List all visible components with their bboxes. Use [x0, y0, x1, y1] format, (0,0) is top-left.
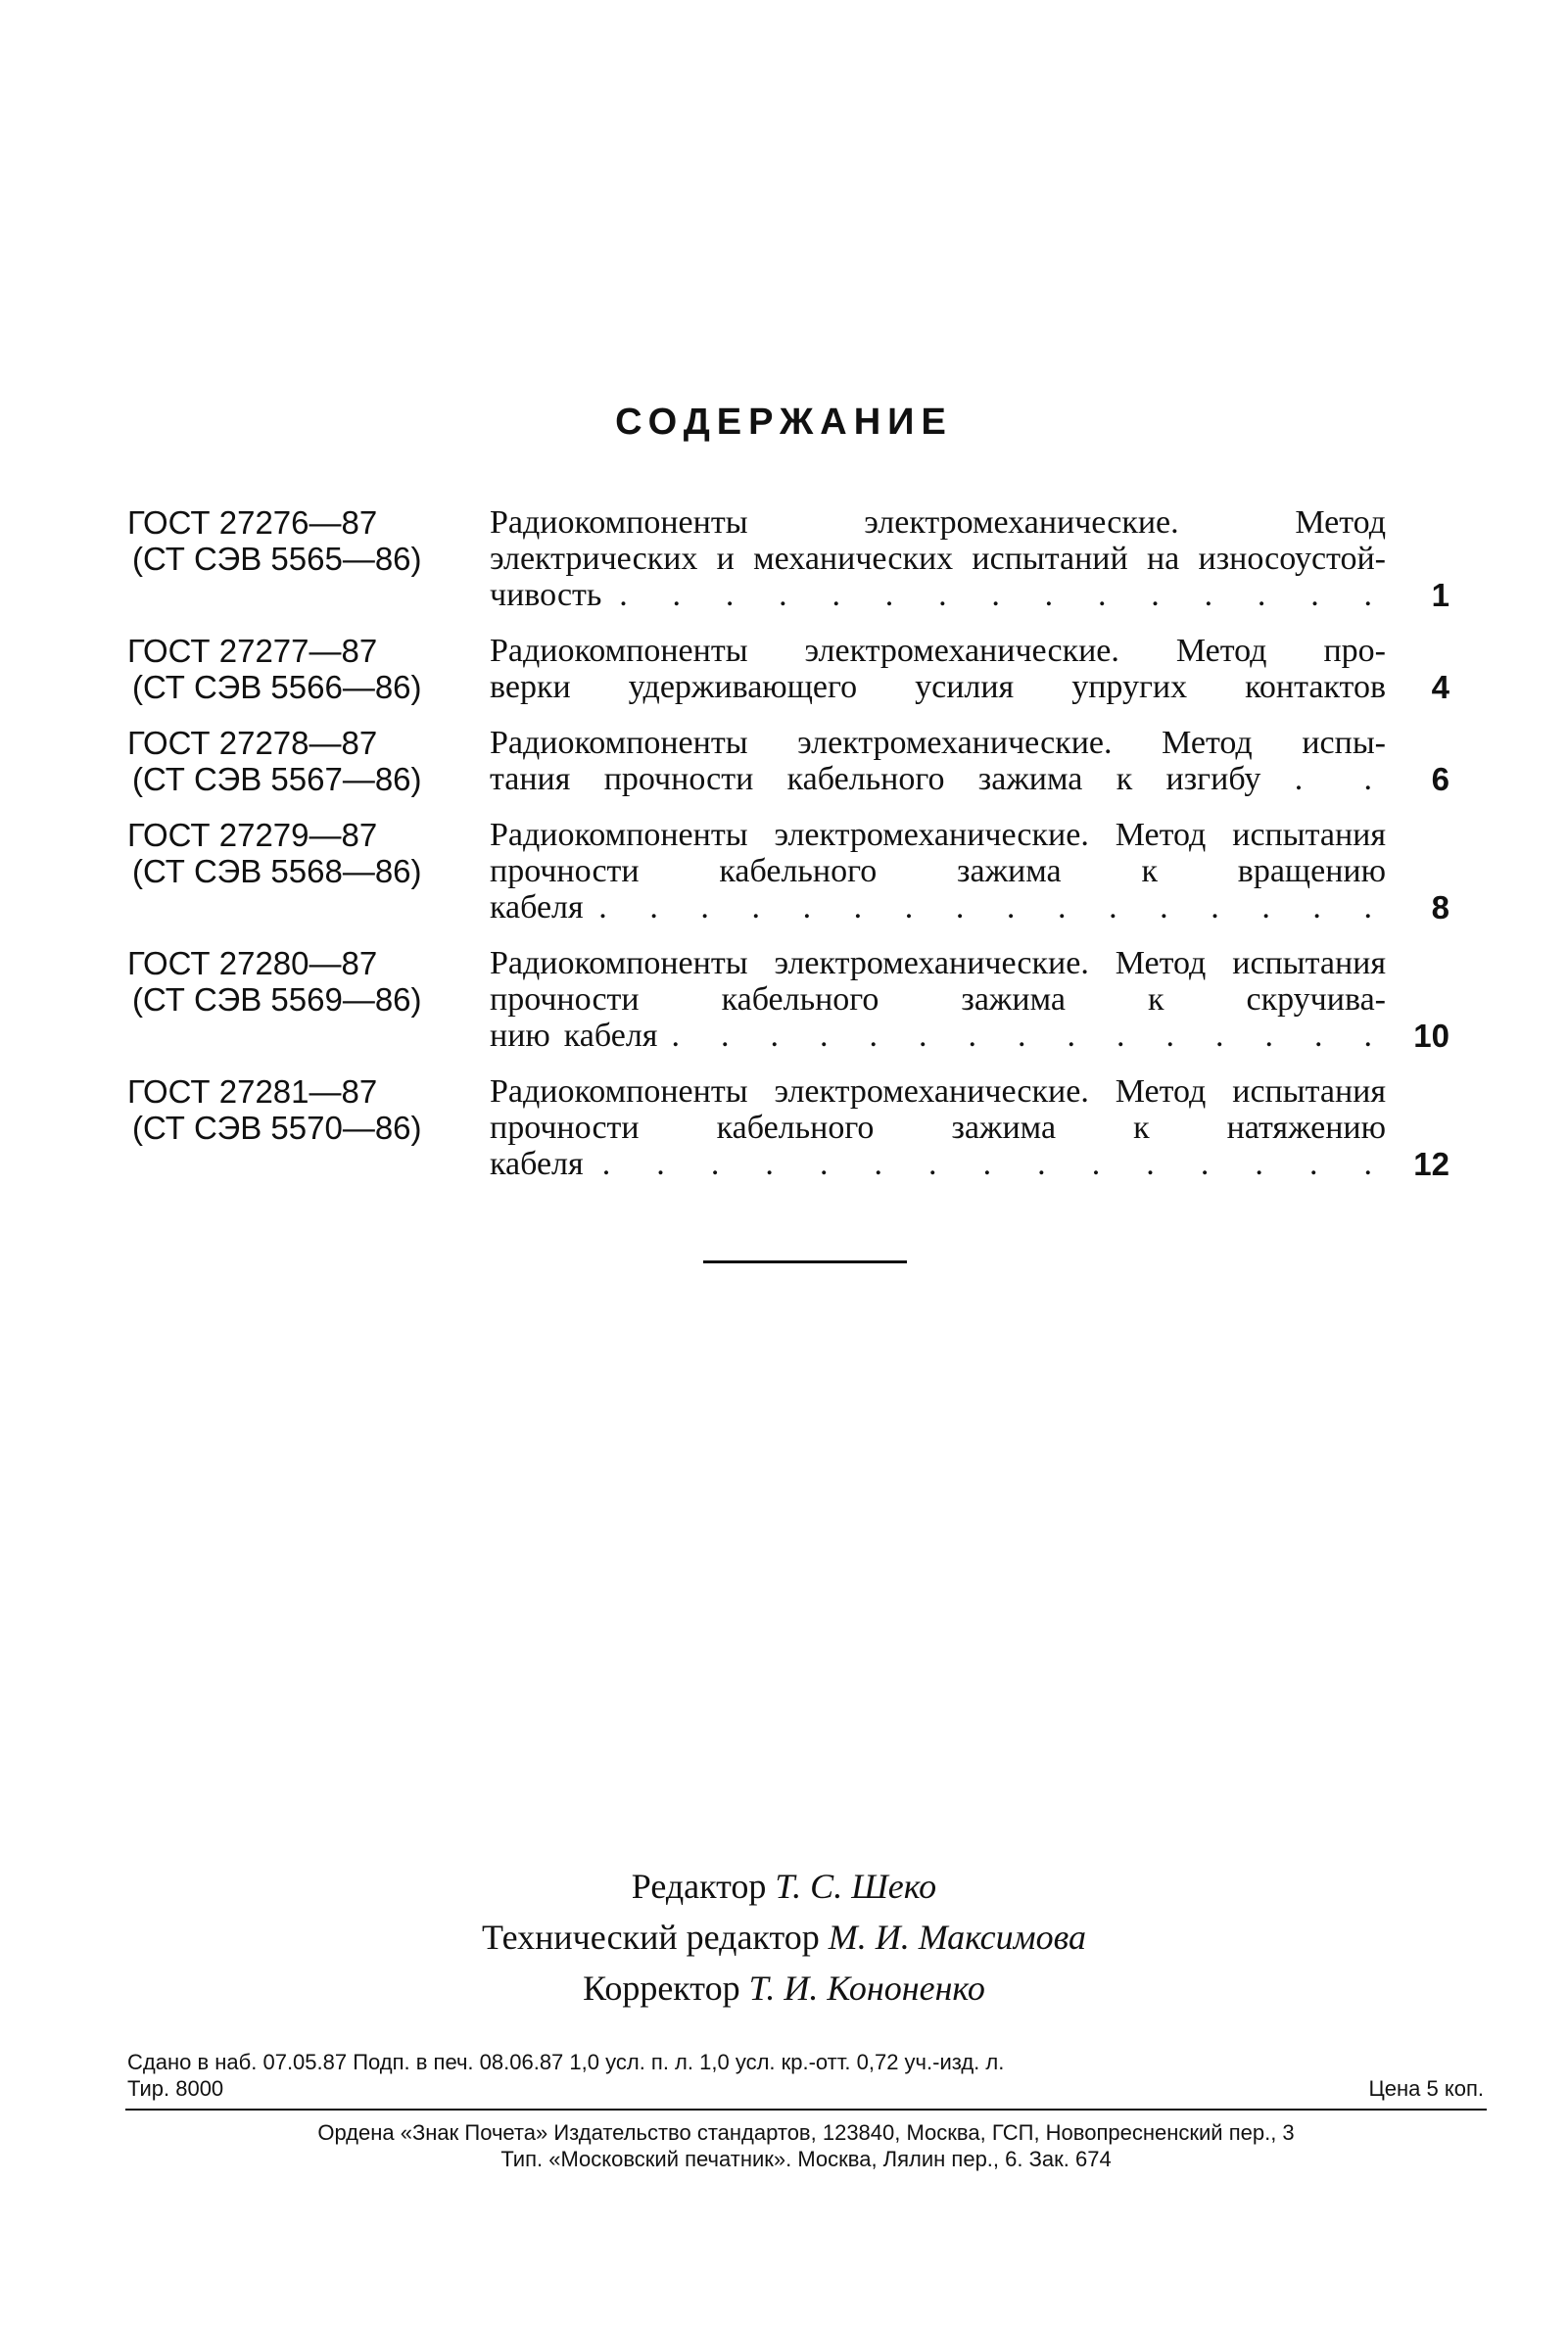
credits-block	[0, 1861, 1568, 2014]
standard-designation	[127, 945, 490, 1054]
standard-designation	[127, 504, 490, 613]
sev-number: (СТ СЭВ 5570—86)	[132, 1110, 422, 1146]
entry-last-line	[490, 1018, 1386, 1054]
entry-title-end: чивость	[490, 577, 602, 613]
editor-name: Т. С. Шеко	[775, 1867, 937, 1906]
entry-title-block	[490, 817, 1386, 925]
entry-title-block	[490, 504, 1386, 613]
entry-last-line	[490, 669, 1386, 705]
standard-designation	[127, 633, 490, 705]
standard-designation	[127, 817, 490, 925]
gost-number: ГОСТ 27279—87	[127, 817, 378, 853]
entry-title-end: кабеля	[490, 889, 584, 925]
entry-title: Радиокомпоненты электромеханические. Метод испытания прочности кабельного зажима к вращению	[490, 817, 1386, 889]
corrector-line	[0, 1963, 1568, 2014]
table-of-contents	[127, 504, 1449, 1202]
sev-number: (СТ СЭВ 5566—86)	[132, 669, 422, 705]
dot-leader: . . . . . . . . . . . . . . .	[619, 577, 1387, 613]
entry-last-line	[490, 577, 1386, 613]
corrector-name: Т. И. Кононенко	[748, 1969, 985, 2008]
section-divider	[703, 1260, 907, 1263]
printing-house-line: Тип. «Московский печатник». Москва, Лялин пер., 6. Зак. 674	[500, 2147, 1112, 2171]
gost-number: ГОСТ 27278—87	[127, 725, 378, 761]
dot-leader: . . . . . . . . . . . . . . .	[601, 1146, 1387, 1182]
entry-title: Радиокомпоненты электромеханические. Метод испытания прочности кабельного зажима к скручива-	[490, 945, 1386, 1018]
sev-number: (СТ СЭВ 5567—86)	[132, 761, 422, 797]
printer-block	[125, 2119, 1487, 2172]
gost-number: ГОСТ 27280—87	[127, 945, 378, 981]
toc-entry	[127, 725, 1449, 797]
page-number: 10	[1413, 1018, 1449, 1054]
imprint-divider	[125, 2109, 1487, 2111]
page-number: 1	[1431, 577, 1449, 613]
entry-last-line	[490, 761, 1386, 797]
editor-label: Редактор	[631, 1867, 767, 1906]
editor-line	[0, 1861, 1568, 1912]
imprint-dates: Сдано в наб. 07.05.87 Подп. в печ. 08.06.87 1,0 усл. п. л. 1,0 усл. кр.-отт. 0,72 уч.-изд. л.	[127, 2050, 1005, 2074]
publisher-line: Ордена «Знак Почета» Издательство стандартов, 123840, Москва, ГСП, Новопресненский пер., 3	[317, 2120, 1295, 2145]
page-number: 4	[1431, 669, 1449, 705]
toc-entry	[127, 633, 1449, 705]
entry-title-end: верки удерживающего усилия упругих контактов	[490, 669, 1386, 705]
dot-leader: . . . . . . . . . . . . . . .	[671, 1018, 1387, 1054]
tech-editor-label: Технический редактор	[482, 1918, 820, 1957]
entry-title: Радиокомпоненты электромеханические. Метод испытания прочности кабельного зажима к натяжению	[490, 1073, 1386, 1146]
toc-entry	[127, 817, 1449, 925]
dot-leader: . . . . . . . . . . . . . . . .	[598, 889, 1387, 925]
standard-designation	[127, 725, 490, 797]
sev-number: (СТ СЭВ 5565—86)	[132, 541, 422, 577]
entry-title-end: тания прочности кабельного зажима к изгибу	[490, 761, 1261, 797]
entry-title-block	[490, 633, 1386, 705]
tech-editor-name: М. И. Максимова	[828, 1918, 1086, 1957]
corrector-label: Корректор	[583, 1969, 740, 2008]
toc-entry	[127, 504, 1449, 613]
sev-number: (СТ СЭВ 5569—86)	[132, 981, 422, 1018]
imprint-row	[127, 2075, 1484, 2102]
entry-title-end: кабеля	[490, 1146, 584, 1182]
entry-title: Радиокомпоненты электромеханические. Метод электрических и механических испытаний на износоустой-	[490, 504, 1386, 577]
gost-number: ГОСТ 27277—87	[127, 633, 378, 669]
entry-last-line	[490, 1146, 1386, 1182]
entry-title-block	[490, 1073, 1386, 1182]
price: Цена 5 коп.	[1368, 2076, 1484, 2101]
page-title: СОДЕРЖАНИЕ	[615, 402, 953, 443]
entry-title: Радиокомпоненты электромеханические. Метод испы-	[490, 725, 1386, 761]
entry-title: Радиокомпоненты электромеханические. Метод про-	[490, 633, 1386, 669]
circulation: Тир. 8000	[127, 2076, 224, 2101]
page-number: 8	[1431, 889, 1449, 925]
dot-leader: . .	[1294, 761, 1387, 797]
entry-title-end: нию кабеля	[490, 1018, 658, 1054]
entry-title-block	[490, 945, 1386, 1054]
entry-title-block	[490, 725, 1386, 797]
page-number: 6	[1431, 761, 1449, 797]
entry-last-line	[490, 889, 1386, 925]
gost-number: ГОСТ 27276—87	[127, 504, 378, 541]
gost-number: ГОСТ 27281—87	[127, 1073, 378, 1110]
standard-designation	[127, 1073, 490, 1182]
tech-editor-line	[0, 1912, 1568, 1963]
page-number: 12	[1413, 1146, 1449, 1182]
toc-entry	[127, 945, 1449, 1054]
sev-number: (СТ СЭВ 5568—86)	[132, 853, 422, 889]
toc-entry	[127, 1073, 1449, 1182]
imprint-block	[127, 2049, 1484, 2102]
